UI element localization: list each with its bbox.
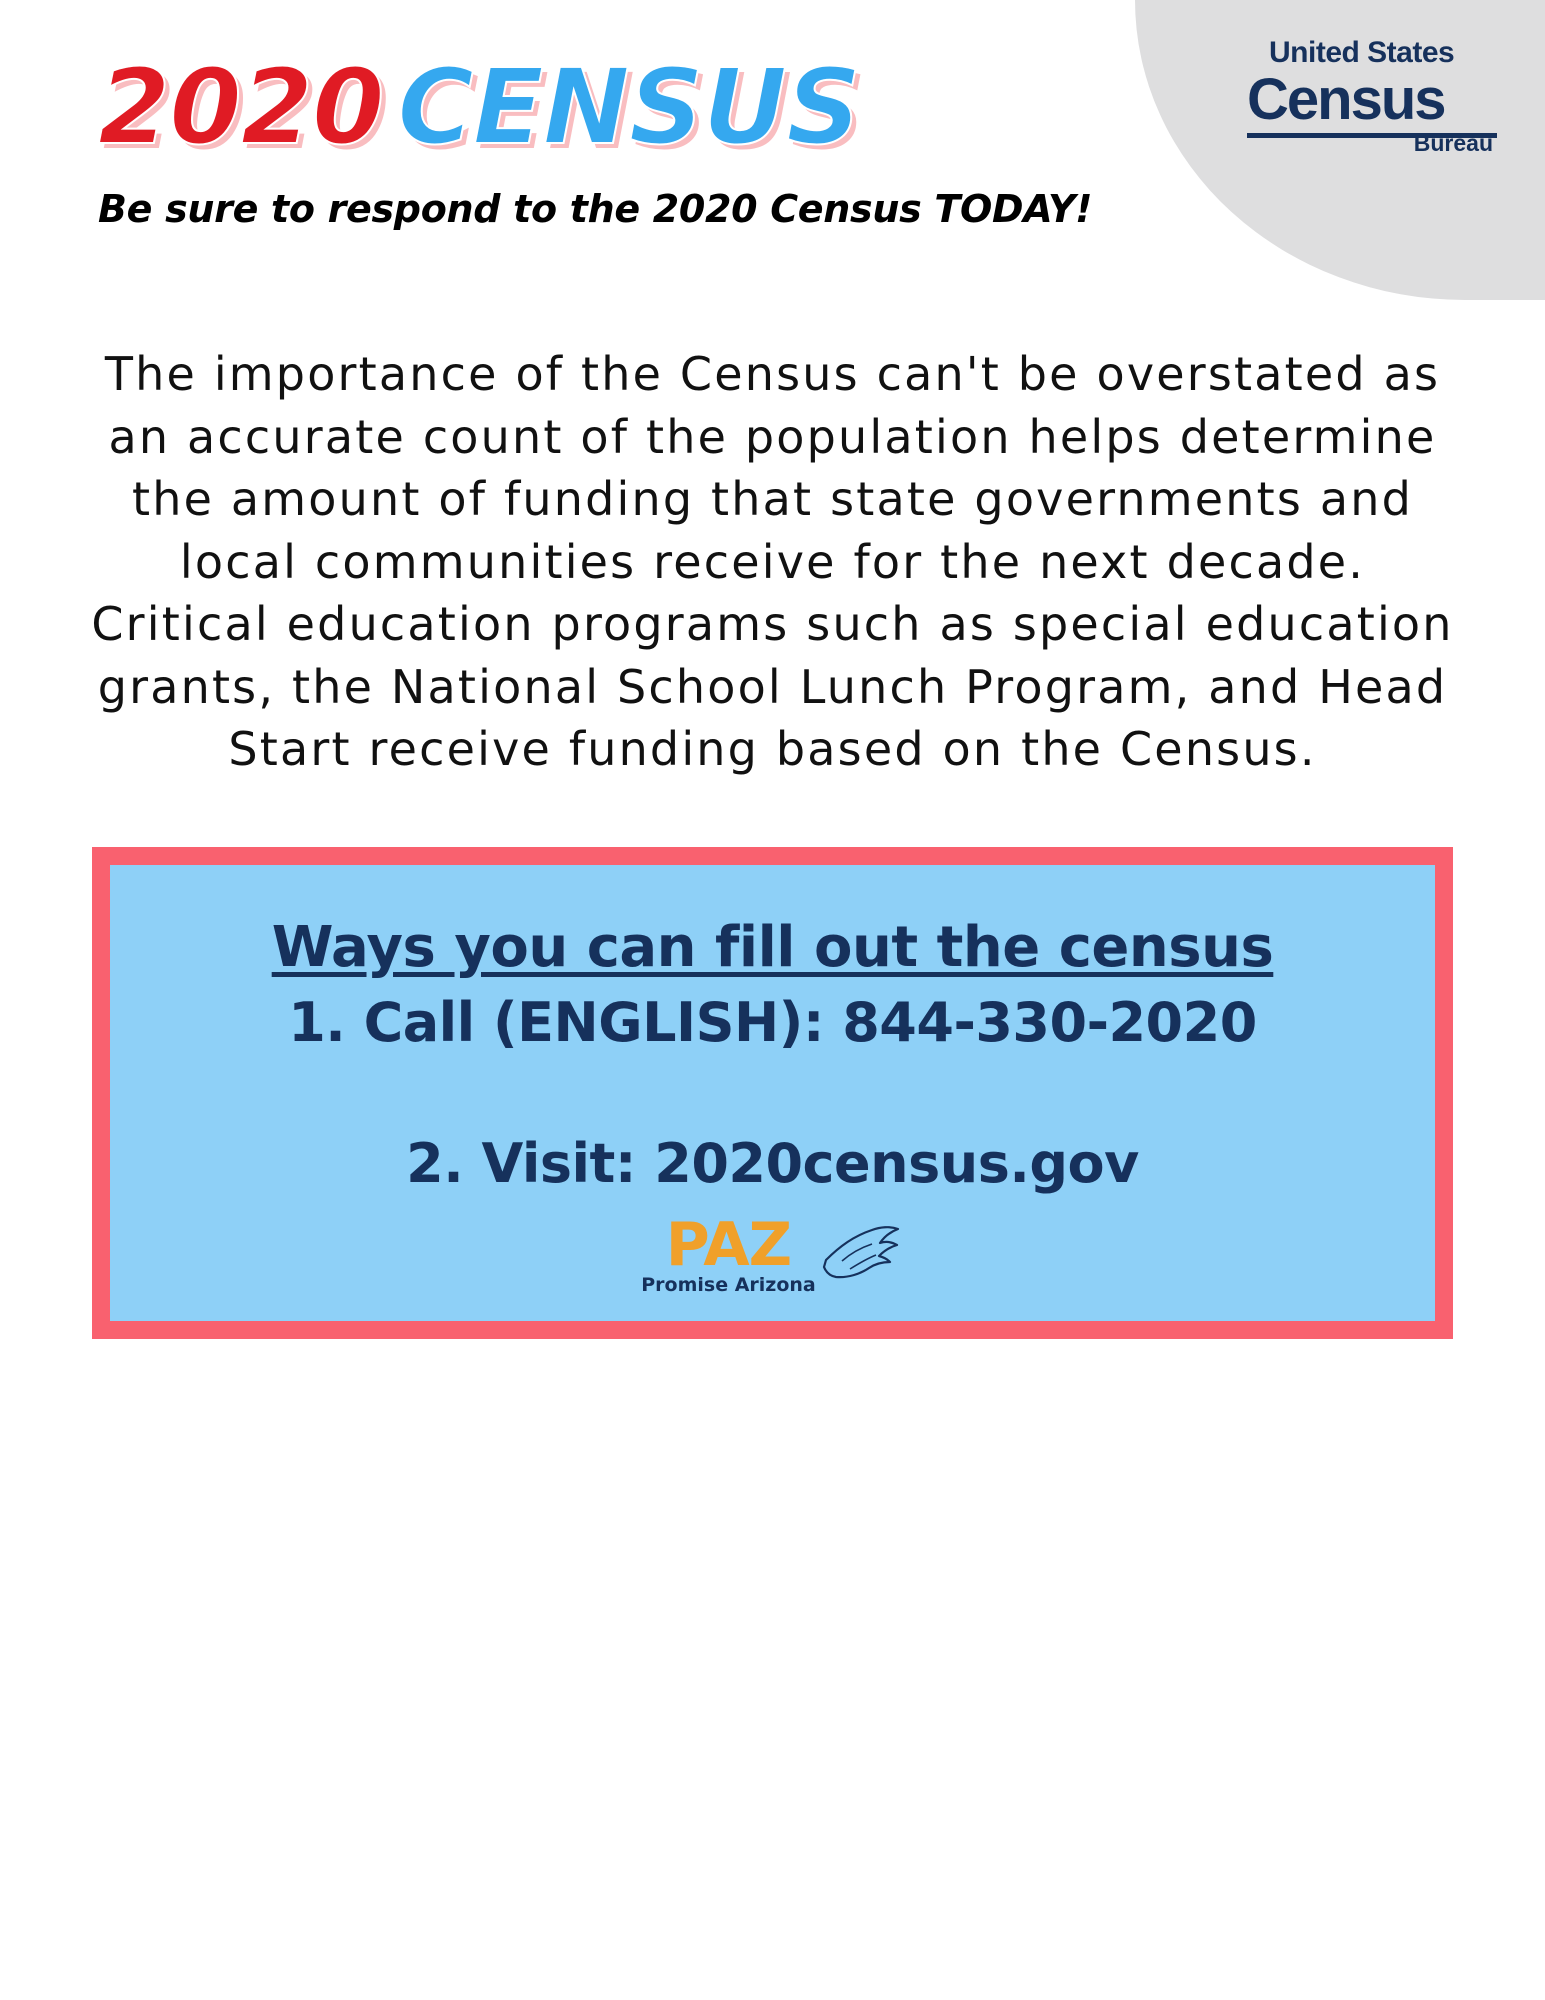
bureau-logo-united-states: United States bbox=[1269, 36, 1455, 69]
page-subtitle: Be sure to respond to the 2020 Census TODAY! bbox=[98, 187, 1093, 231]
body-paragraph: The importance of the Census can't be overstated as an accurate count of the population helps determine the amount of funding that state governments and local communities receive for the next decade. Critical education programs such as special education grants, the National School Lunch Program, and Head Start receive funding based on the Census. bbox=[91, 347, 1454, 777]
dove-icon bbox=[820, 1220, 904, 1287]
callout-option-call: 1. Call (ENGLISH): 844-330-2020 bbox=[288, 991, 1257, 1055]
paz-logo bbox=[140, 1209, 1405, 1296]
title-word: CENSUS bbox=[397, 46, 861, 168]
paz-tagline: Promise Arizona bbox=[641, 1273, 816, 1296]
title-year: 2020 bbox=[98, 46, 384, 168]
paz-wordmark: PAZ bbox=[665, 1209, 792, 1280]
callout-option-visit: 2. Visit: 2020census.gov bbox=[406, 1131, 1139, 1195]
callout-heading: Ways you can fill out the census bbox=[271, 914, 1274, 980]
paz-text-block bbox=[641, 1209, 816, 1296]
census-bureau-logo bbox=[1247, 38, 1497, 155]
bureau-logo-bureau: Bureau bbox=[1413, 130, 1493, 157]
bureau-logo-census: Census bbox=[1247, 67, 1445, 132]
callout-inner bbox=[110, 865, 1435, 1321]
callout-box bbox=[92, 847, 1453, 1339]
